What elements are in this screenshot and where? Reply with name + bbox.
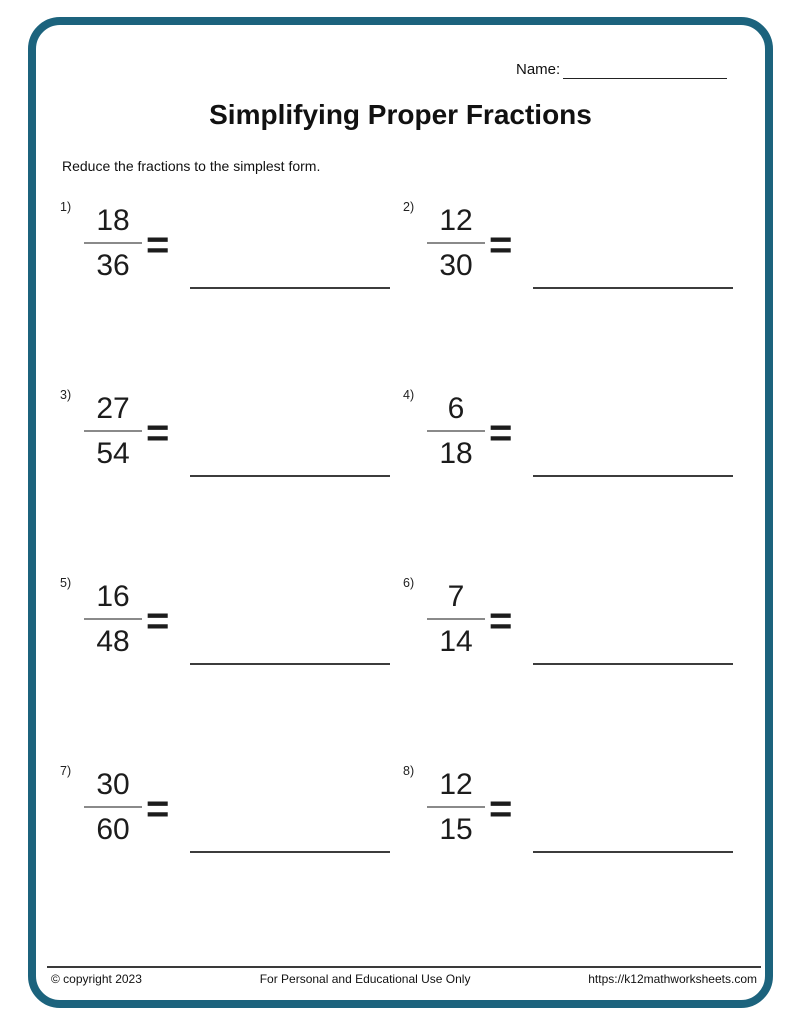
- fraction-numerator: 18: [96, 204, 130, 237]
- problem-number: 5): [60, 576, 72, 590]
- fraction: [84, 578, 142, 661]
- fraction-bar: [427, 242, 485, 244]
- fraction-bar: [427, 806, 485, 808]
- problem-6: [403, 576, 746, 701]
- fraction-numerator: 16: [96, 580, 130, 613]
- problem-3: [60, 388, 403, 513]
- equals-sign: =: [146, 411, 170, 455]
- fraction-numerator: 6: [447, 392, 465, 425]
- fraction-denominator: 14: [439, 625, 473, 658]
- fraction: [84, 766, 142, 849]
- equals-sign: =: [489, 787, 513, 831]
- problem-7: [60, 764, 403, 889]
- fraction-denominator: 60: [96, 813, 130, 846]
- problem-1: [60, 200, 403, 325]
- problem-number: 7): [60, 764, 72, 778]
- problem-2: [403, 200, 746, 325]
- fraction-numerator: 12: [439, 204, 473, 237]
- problem-number: 8): [403, 764, 415, 778]
- footer-url[interactable]: https://k12mathworksheets.com: [588, 972, 757, 986]
- answer-blank[interactable]: [190, 851, 390, 853]
- footer-copyright: © copyright 2023: [51, 972, 142, 986]
- fraction-denominator: 48: [96, 625, 130, 658]
- fraction-bar: [84, 430, 142, 432]
- fraction-denominator: 18: [439, 437, 473, 470]
- footer-usage-note: For Personal and Educational Use Only: [259, 972, 471, 986]
- fraction-bar: [427, 618, 485, 620]
- problem-number: 3): [60, 388, 72, 402]
- equals-sign: =: [146, 223, 170, 267]
- problem-number: 4): [403, 388, 415, 402]
- name-label: Name:: [516, 61, 561, 78]
- fraction-denominator: 54: [96, 437, 130, 470]
- instruction-text: Reduce the fractions to the simplest form.: [62, 158, 321, 174]
- answer-blank[interactable]: [533, 851, 733, 853]
- fraction-bar: [84, 242, 142, 244]
- fraction: [427, 578, 485, 661]
- equals-sign: =: [489, 223, 513, 267]
- problem-8: [403, 764, 746, 889]
- problem-5: [60, 576, 403, 701]
- equals-sign: =: [146, 599, 170, 643]
- fraction-bar: [84, 618, 142, 620]
- page-title: Simplifying Proper Fractions: [209, 99, 592, 130]
- fraction-numerator: 30: [96, 768, 130, 801]
- equals-sign: =: [489, 411, 513, 455]
- name-blank-line[interactable]: [563, 64, 727, 79]
- fraction-numerator: 7: [447, 580, 465, 613]
- answer-blank[interactable]: [533, 475, 733, 477]
- equals-sign: =: [146, 787, 170, 831]
- name-field: [516, 61, 727, 79]
- fraction: [427, 390, 485, 473]
- fraction: [84, 202, 142, 285]
- fraction-denominator: 36: [96, 249, 130, 282]
- fraction: [427, 202, 485, 285]
- answer-blank[interactable]: [190, 663, 390, 665]
- worksheet-page: [28, 17, 773, 1008]
- answer-blank[interactable]: [190, 475, 390, 477]
- footer: [51, 972, 757, 986]
- problem-number: 6): [403, 576, 415, 590]
- answer-blank[interactable]: [190, 287, 390, 289]
- fraction: [427, 766, 485, 849]
- fraction-numerator: 27: [96, 392, 130, 425]
- problem-number: 1): [60, 200, 72, 214]
- answer-blank[interactable]: [533, 287, 733, 289]
- fraction-bar: [427, 430, 485, 432]
- fraction-denominator: 30: [439, 249, 473, 282]
- fraction: [84, 390, 142, 473]
- fraction-bar: [84, 806, 142, 808]
- problem-4: [403, 388, 746, 513]
- fraction-denominator: 15: [439, 813, 473, 846]
- equals-sign: =: [489, 599, 513, 643]
- fraction-numerator: 12: [439, 768, 473, 801]
- footer-divider: [47, 966, 761, 968]
- problem-number: 2): [403, 200, 415, 214]
- answer-blank[interactable]: [533, 663, 733, 665]
